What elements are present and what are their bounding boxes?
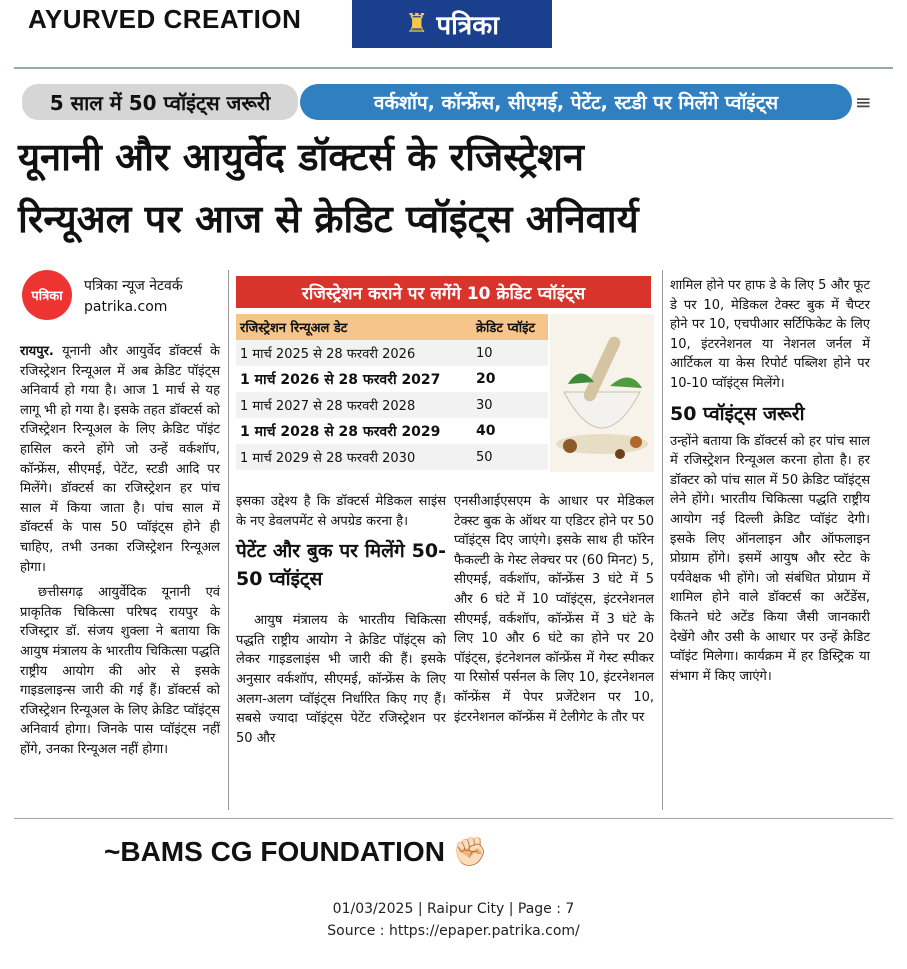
source-block <box>0 898 907 942</box>
top-rule <box>14 67 893 69</box>
col4-para-2: उन्होंने बताया कि डॉक्टर्स को हर पांच साल में रजिस्ट्रेशन रिन्यूअल करना होता है। हर डॉक्टर को पांच साल में 50 क्रेडिट प्वॉइंट्स लेने होंगे। भारतीय चिकित्सा पद्धति राष्ट्रीय आयोग नई दिल्ली क्रेडिट प्वॉइंट देगी। इसके लिए ऑनलाइन और ऑफलाइन प्रोग्राम होंगे। इसमें आयुष और स्टेट के पर्यवेक्षक भी होंगे। जो संबंधित प्रोग्राम में शामिल होने वाले डॉक्टर्स का अटेंडेंस, कितने घंटे अटेंड किया जैसी जानकारी देखेंगे और उसी के आधार पर उन्हें क्रेडिट प्वॉइंट मिलेगा। कार्यक्रम में हर डिस्ट्रिक या संभाग में किए जाएंगे। <box>670 433 870 684</box>
column-divider <box>662 270 663 810</box>
table-header-points: क्रेडिट प्वॉइंट <box>472 314 548 340</box>
bottom-rule <box>14 818 893 819</box>
table-cell-points: 40 <box>476 423 496 439</box>
table-cell-date: 1 मार्च 2029 से 28 फरवरी 2030 <box>236 444 472 470</box>
avatar: पत्रिका <box>22 270 72 320</box>
table-cell-date: 1 मार्च 2028 से 28 फरवरी 2029 <box>240 423 441 440</box>
byline-site: patrika.com <box>84 299 168 315</box>
table-cell-date: 1 मार्च 2025 से 28 फरवरी 2026 <box>236 340 472 366</box>
subhead-patent: पेटेंट और बुक पर मिलेंगे 50-50 प्वॉइंट्स <box>236 540 446 591</box>
dateline-lead: रायपुर. <box>20 344 54 359</box>
column-1 <box>20 342 220 759</box>
subhead-50-points: 50 प्वॉइंट्स जरूरी <box>670 402 805 425</box>
table-cell-points: 20 <box>476 371 496 387</box>
fist-icon: ✊🏻 <box>452 836 488 867</box>
headline-line-2: रिन्यूअल पर आज से क्रेडिट प्वॉइंट्स अनिवार्य <box>18 197 639 241</box>
patrika-logo <box>352 0 552 48</box>
col4-para-1: शामिल होने पर हाफ डे के लिए 5 और फूट डे पर 10, मेडिकल टेक्स्ट बुक में चैप्टर होने पर 10, एचपीआर सर्टिफिकेट के लिए 10, इंटरनेशनल या नेशनल जर्नल में आर्टिकल या केस रिपोर्ट पब्लिश होने पर 10-10 प्वॉइंट्स मिलेंगे। <box>670 278 870 391</box>
byline-agency: पत्रिका न्यूज नेटवर्क <box>84 278 183 294</box>
table-cell-date: 1 मार्च 2027 से 28 फरवरी 2028 <box>236 392 472 418</box>
table-cell-date: 1 मार्च 2026 से 28 फरवरी 2027 <box>240 371 441 388</box>
foundation-credit <box>104 835 488 868</box>
column-2 <box>236 492 446 748</box>
table-cell-points: 10 <box>472 340 548 366</box>
brand-title: AYURVED CREATION <box>28 4 302 34</box>
table-header-date: रजिस्ट्रेशन रिन्यूअल डेट <box>236 314 472 340</box>
source-link: Source : https://epaper.patrika.com/ <box>327 923 580 939</box>
col3-para-1: एनसीआईएसएम के आधार पर मेडिकल टेक्स्ट बुक के ऑथर या एडिटर होने पर 50 प्वॉइंट्स दिए जाएंगे। इसके साथ ही फॉरेन फैकल्टी के गेस्ट लेक्चर पर (60 मिनट) 5, सीएमई, वर्कशॉप, कॉन्फ्रेंस 3 घंटे में 5 और 6 घंटे में 10 प्वॉइंट्स, इंटरनेशनल सीएमई, वर्कशॉप, कॉन्फ्रेंस में 3 घंटे के लिए 10 और 6 घंटे का होने पर 20 पॉइंट्स, इंटनेशनल कॉन्फ्रेंस में गेस्ट स्पीकर या रिसोर्स पर्सनल के लिए 10, इंटरनेशनल कॉन्फ्रेंस में पेपर प्रजेंटेशन पर 10, इंटरनेशनल कॉन्फ्रेंस में टेलीगेट के तौर पर <box>454 494 654 725</box>
lion-emblem-icon: ♜ <box>405 9 429 39</box>
col2-para-1: इसका उद्देश्य है कि डॉक्टर्स मेडिकल साइंस के नए डेवलपमेंट से अपग्रेड करना है। <box>236 494 446 529</box>
tag-left: 5 साल में 50 प्वॉइंट्स जरूरी <box>22 84 298 120</box>
table-cell-points: 30 <box>472 392 548 418</box>
menu-icon: ≡ <box>855 90 872 114</box>
tag-right: वर्कशॉप, कॉन्फ्रेंस, सीएमई, पेटेंट, स्टडी पर मिलेंगे प्वॉइंट्स <box>300 84 852 120</box>
table-cell-points: 50 <box>472 444 548 470</box>
column-4 <box>670 276 870 686</box>
foundation-name: ~BAMS CG FOUNDATION <box>104 836 445 867</box>
column-divider <box>228 270 229 810</box>
col1-para-1: यूनानी और आयुर्वेद डॉक्टर्स के रजिस्ट्रेशन रिन्यूअल में अब क्रेडिट पॉइंट्स अनिवार्य हो गया है। आज 1 मार्च से यह लागू भी हो गया है। इसके तहत डॉक्टर्स को रजिस्ट्रेशन रिन्यूअल के लिए क्रेडिट पॉइंट हासिल करने होंगे जो उन्हें वर्कशॉप, कॉन्फ्रेंस, सीएमई, पेटेंट, स्टडी आदि पर मिलेंगे। डॉक्टर्स का रजिस्ट्रेशन हर पांच साल में किया जाता है। पांच साल में डॉक्टर्स के पास 50 प्वॉइंट्स होने ही चाहिए, तभी उनका रजिस्ट्रेशन रिन्यूअल होगा। <box>20 344 220 575</box>
headline-line-1: यूनानी और आयुर्वेद डॉक्टर्स के रजिस्ट्रेशन <box>18 135 585 179</box>
table-title: रजिस्ट्रेशन कराने पर लगेंगे 10 क्रेडिट प्वॉइंट्स <box>236 276 651 308</box>
dateline: 01/03/2025 | Raipur City | Page : 7 <box>332 901 575 917</box>
logo-text: पत्रिका <box>436 11 499 41</box>
column-3 <box>454 492 654 727</box>
col1-para-2: छत्तीसगढ़ आयुर्वेदिक यूनानी एवं प्राकृतिक चिकित्सा परिषद रायपुर के रजिस्ट्रार डॉ. संजय शुक्ला ने बताया कि आयुष मंत्रालय के भारतीय चिकित्सा पद्धति राष्ट्रीय आयोग की ओर से इसके गाइडलाइन्स जारी की गई हैं। डॉक्टर्स को रजिस्ट्रेशन रिन्यूअल के लिए क्रेडिट प्वॉइंट्स अनिवार्य होगा। जिनके पास प्वॉइंट्स नहीं होंगे, उनका रिन्यूअल नहीं होगा। <box>20 585 220 757</box>
byline <box>84 276 183 318</box>
mortar-pestle-image <box>550 314 654 472</box>
col2-para-2: आयुष मंत्रालय के भारतीय चिकित्सा पद्धति राष्ट्रीय आयोग ने क्रेडिट पॉइंट्स को लेकर गाइडलाइंस भी जारी की हैं। इसके अनुसार वर्कशॉप, सीएमई, कॉन्फ्रेंस के लिए अलग-अलग प्वॉइंट्स निर्धारित किए गए हैं। सबसे ज्यादा प्वॉइंट्स पेटेंट रजिस्ट्रेशन पर 50 और <box>236 613 446 746</box>
credit-table <box>236 314 548 470</box>
